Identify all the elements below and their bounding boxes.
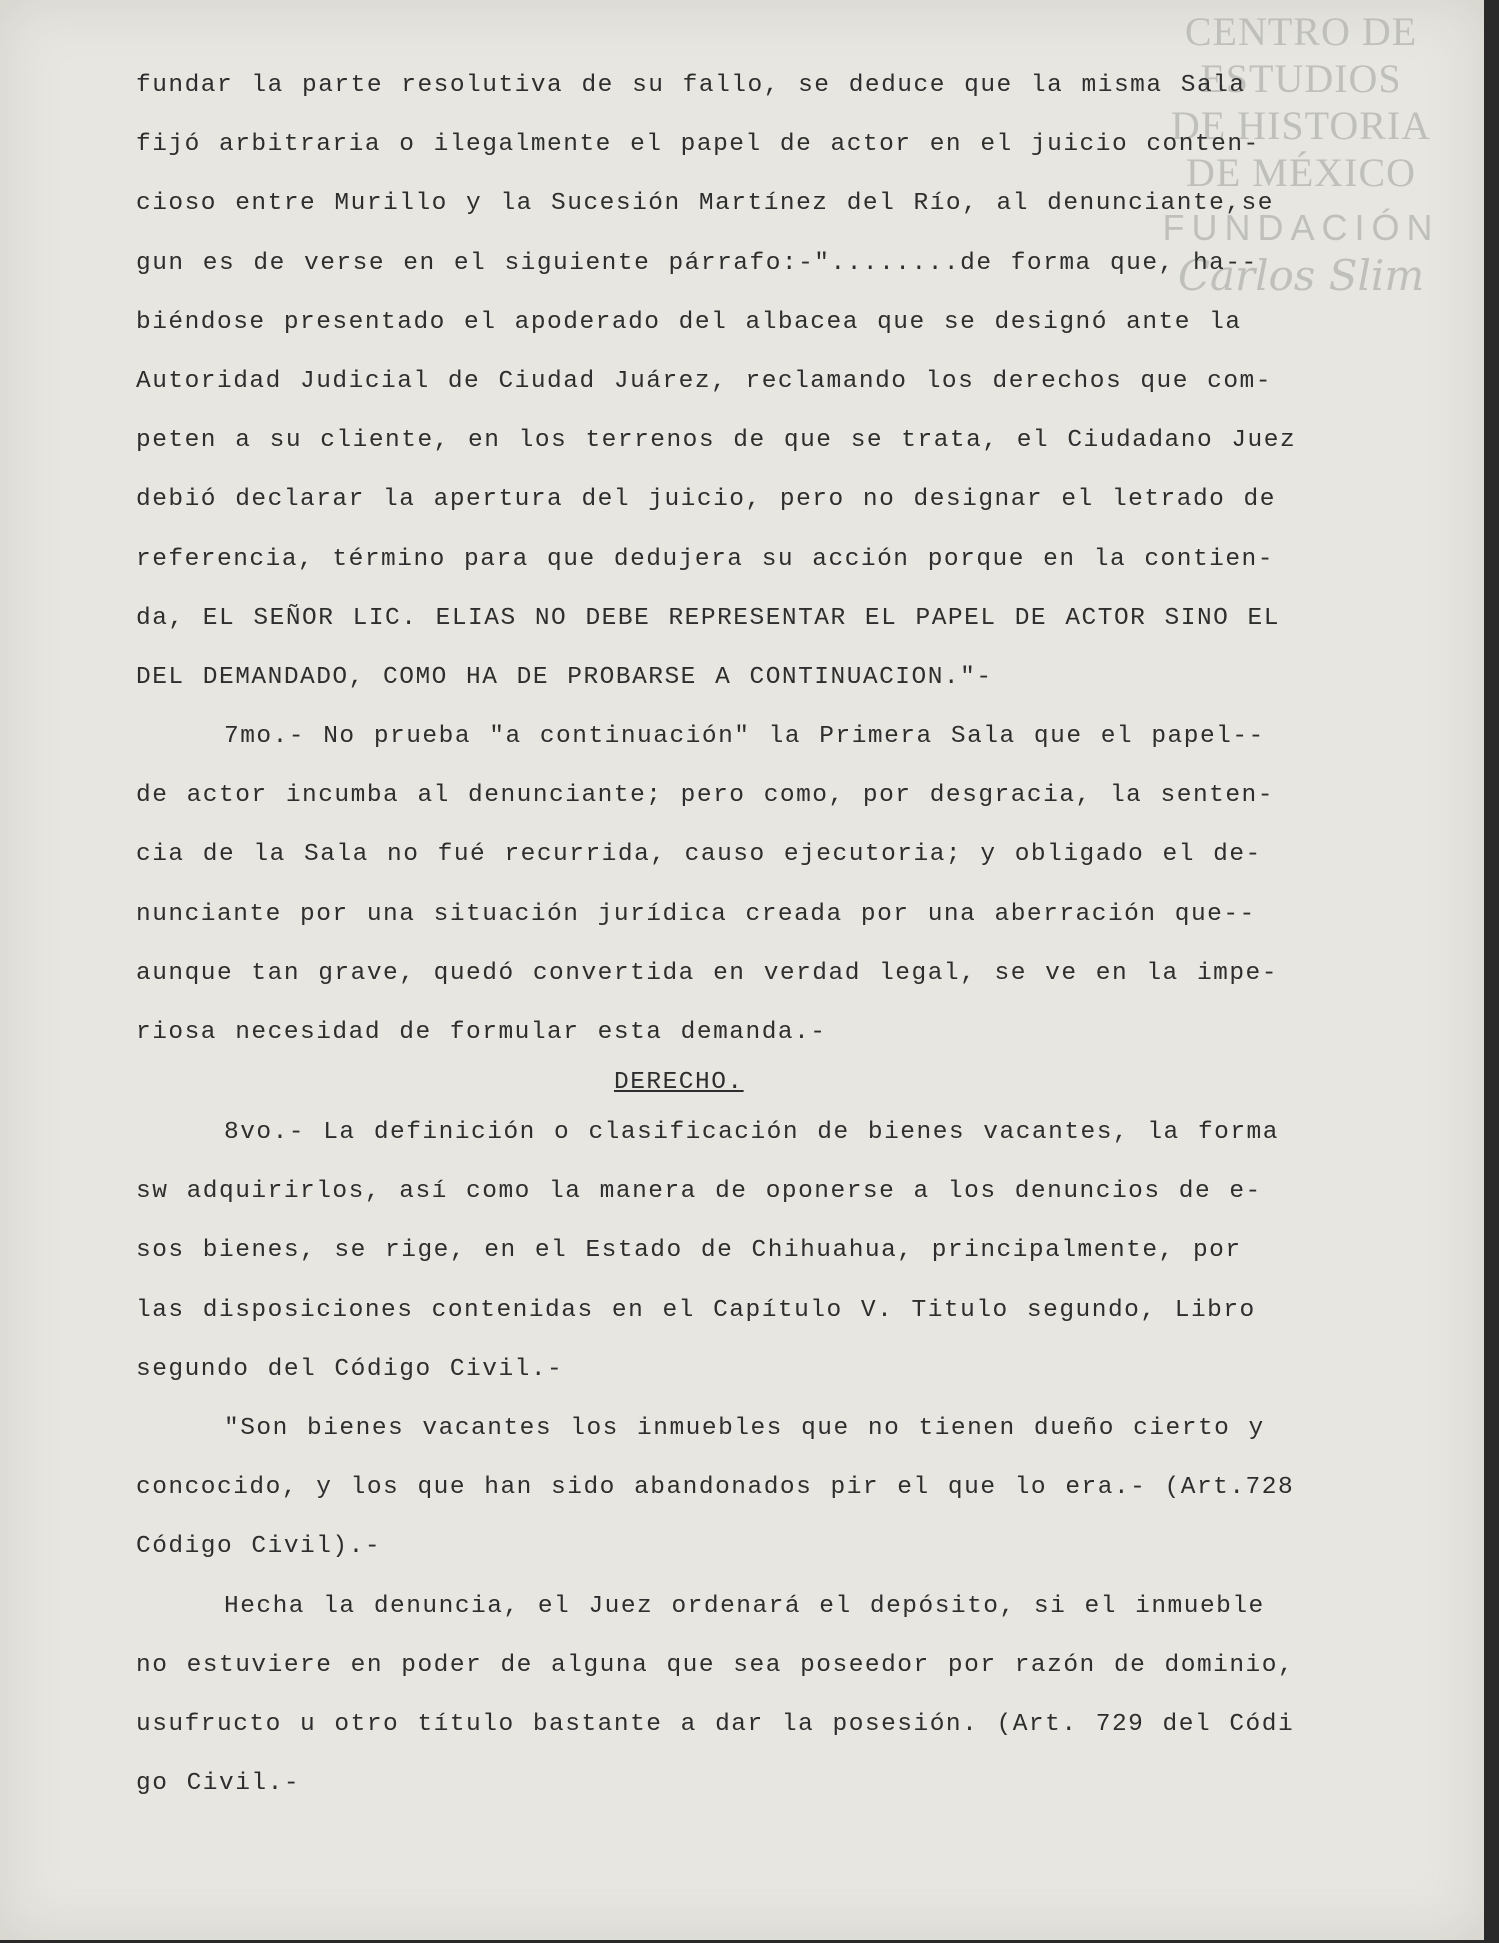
text-line: peten a su cliente, en los terrenos de que se trata, el Ciudadano Juez xyxy=(136,427,1297,455)
text-line: segundo del Código Civil.- xyxy=(136,1355,564,1383)
typewritten-text xyxy=(136,66,1376,1823)
text-line: biéndose presentado el apoderado del albacea que se designó ante la xyxy=(136,308,1242,336)
paragraph-8-start: 8vo.- La definición o clasificación de bienes vacantes, la forma xyxy=(224,1119,1279,1146)
paragraph-7-start: 7mo.- No prueba "a continuación" la Primera Sala que el papel-- xyxy=(224,723,1265,751)
text-line: las disposiciones contenidas en el Capítulo V. Titulo segundo, Libro xyxy=(136,1296,1256,1324)
text-line: usufructo u otro título bastante a dar la posesión. (Art. 729 del Códi xyxy=(136,1710,1295,1738)
text-line: no estuviere en poder de alguna que sea poseedor por razón de dominio, xyxy=(136,1651,1295,1679)
watermark-line-3: DE HISTORIA xyxy=(1170,103,1432,148)
watermark-line-2: ESTUDIOS xyxy=(1200,56,1402,101)
text-line: cia de la Sala no fué recurrida, causo ejecutoria; y obligado el de- xyxy=(136,841,1262,869)
text-line: nunciante por una situación jurídica creada por una aberración que-- xyxy=(136,900,1256,928)
text-line: concocido, y los que han sido abandonados pir el que lo era.- (Art.728 xyxy=(136,1474,1295,1502)
text-line: de actor incumba al denunciante; pero como, por desgracia, la senten- xyxy=(136,782,1274,810)
section-heading-derecho: DERECHO. xyxy=(614,1069,744,1096)
text-line: sos bienes, se rige, en el Estado de Chihuahua, principalmente, por xyxy=(136,1237,1242,1265)
quote-start: "Son bienes vacantes los inmuebles que no tienen dueño cierto y xyxy=(224,1414,1265,1442)
paragraph-hecha-start: Hecha la denuncia, el Juez ordenará el depósito, si el inmueble xyxy=(224,1592,1265,1620)
text-line: debió declarar la apertura del juicio, pero no designar el letrado de xyxy=(136,486,1276,514)
watermark-line-4: DE MÉXICO xyxy=(1185,150,1417,195)
text-line: go Civil.- xyxy=(136,1770,301,1798)
text-line: Autoridad Judicial de Ciudad Juárez, reclamando los derechos que com- xyxy=(136,367,1272,395)
text-line: riosa necesidad de formular esta demanda.- xyxy=(136,1019,827,1046)
watermark-line-1: CENTRO DE xyxy=(1184,9,1418,54)
text-line: fijó arbitraria o ilegalmente el papel de actor en el juicio conten- xyxy=(136,131,1260,159)
watermark-signature: Carlos Slim xyxy=(1177,251,1425,300)
watermark-foundation: FUNDACIÓN xyxy=(1162,207,1440,248)
text-line: cioso entre Murillo y la Sucesión Martínez del Río, al denunciante,se xyxy=(136,190,1274,218)
text-line: gun es de verse en el siguiente párrafo:-"........de forma que, ha-- xyxy=(136,249,1258,277)
text-line: DEL DEMANDADO, COMO HA DE PROBARSE A CONTINUACION."- xyxy=(136,663,993,691)
text-line: fundar la parte resolutiva de su fallo, se deduce que la misma Sala xyxy=(136,72,1246,99)
text-line: Código Civil).- xyxy=(136,1533,382,1561)
text-line: sw adquirirlos, así como la manera de oponerse a los denuncios de e- xyxy=(136,1178,1262,1206)
text-line: aunque tan grave, quedó convertida en verdad legal, se ve en la impe- xyxy=(136,959,1278,987)
text-line: da, EL SEÑOR LIC. ELIAS NO DEBE REPRESENTAR EL PAPEL DE ACTOR SINO EL xyxy=(136,604,1280,632)
text-line: referencia, término para que dedujera su acción porque en la contien- xyxy=(136,545,1274,573)
